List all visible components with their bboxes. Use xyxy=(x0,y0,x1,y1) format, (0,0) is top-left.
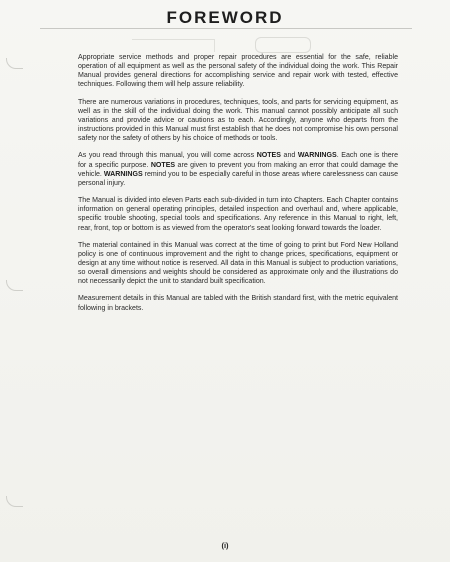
paragraph-text: Appropriate service methods and proper repair procedures are essential for the safe, reliable operation of all equipment as well as the personal safety of the individual doing the work. This Repair Manual provides general directions for accomplishing service and repair work with tested, effective techniques. Following them will help assure reliability. xyxy=(78,54,398,89)
faint-show-through-mark xyxy=(255,37,311,53)
paragraph-text: Measurement details in this Manual are tabled with the British standard first, with the metric equivalent following in brackets. xyxy=(78,295,398,312)
paragraph-text: and xyxy=(280,152,298,160)
paragraph xyxy=(78,294,398,312)
notes-keyword: NOTES xyxy=(150,161,176,169)
faint-show-through-mark xyxy=(132,39,215,52)
paragraph-text: are given to prevent you from making an error that could damage the vehicle. xyxy=(78,161,398,178)
paragraph-text: There are numerous variations in procedures, techniques, tools, and parts for servicing equipment, as well as in the skill of the individual doing the work. This manual cannot possibly anticipate all such variations and provide advice or cautions as to each. Accordingly, anyone who departs from the instructions provided in this Manual must first establish that he does not compromise his own personal safety nor the safety of others by his choice of methods or tools. xyxy=(78,98,398,143)
paragraph-text: As you read through this manual, you will come across xyxy=(78,152,257,160)
paragraph xyxy=(78,241,398,287)
paragraph xyxy=(78,98,398,144)
title-divider xyxy=(40,28,412,29)
page-number: (i) xyxy=(221,541,229,550)
foreword-body xyxy=(78,53,398,321)
binding-mark-middle xyxy=(6,280,23,291)
paragraph-text: The material contained in this Manual was correct at the time of going to print but Ford New Holland policy is one of continuous improvement and the right to change prices, specifications, equipment or design at any time without notice is reserved. All data in this Manual is subject to production variations, so overall dimensions and weights should be considered as approximate only and the illustrations do not necessarily depict the unit to standard built specification. xyxy=(78,241,398,286)
warnings-keyword: WARNINGS xyxy=(297,152,337,160)
page-title: FOREWORD xyxy=(166,8,284,27)
notes-keyword: NOTES xyxy=(256,152,281,160)
binding-mark-bottom xyxy=(6,496,23,507)
warnings-keyword: WARNINGS xyxy=(103,170,143,178)
paragraph-text: The Manual is divided into eleven Parts each sub-divided in turn into Chapters. Each Chapter contains information on general operating principles, detailed inspection and overhaul and, where applicable, specific trouble shooting, special tools and specifications. Any reference in this Manual to right, left, rear, front, top or bottom is as viewed from the operator's seat looking forward towards the loader. xyxy=(78,197,398,232)
paragraph xyxy=(78,196,398,233)
paragraph-text: . Each one is there for a specific purpose. xyxy=(78,152,398,169)
paragraph xyxy=(78,151,398,188)
paragraph xyxy=(78,53,398,90)
binding-mark-top xyxy=(6,58,23,69)
paragraph-text: remind you to be especially careful in those areas where carelessness can cause personal injury. xyxy=(78,170,399,187)
